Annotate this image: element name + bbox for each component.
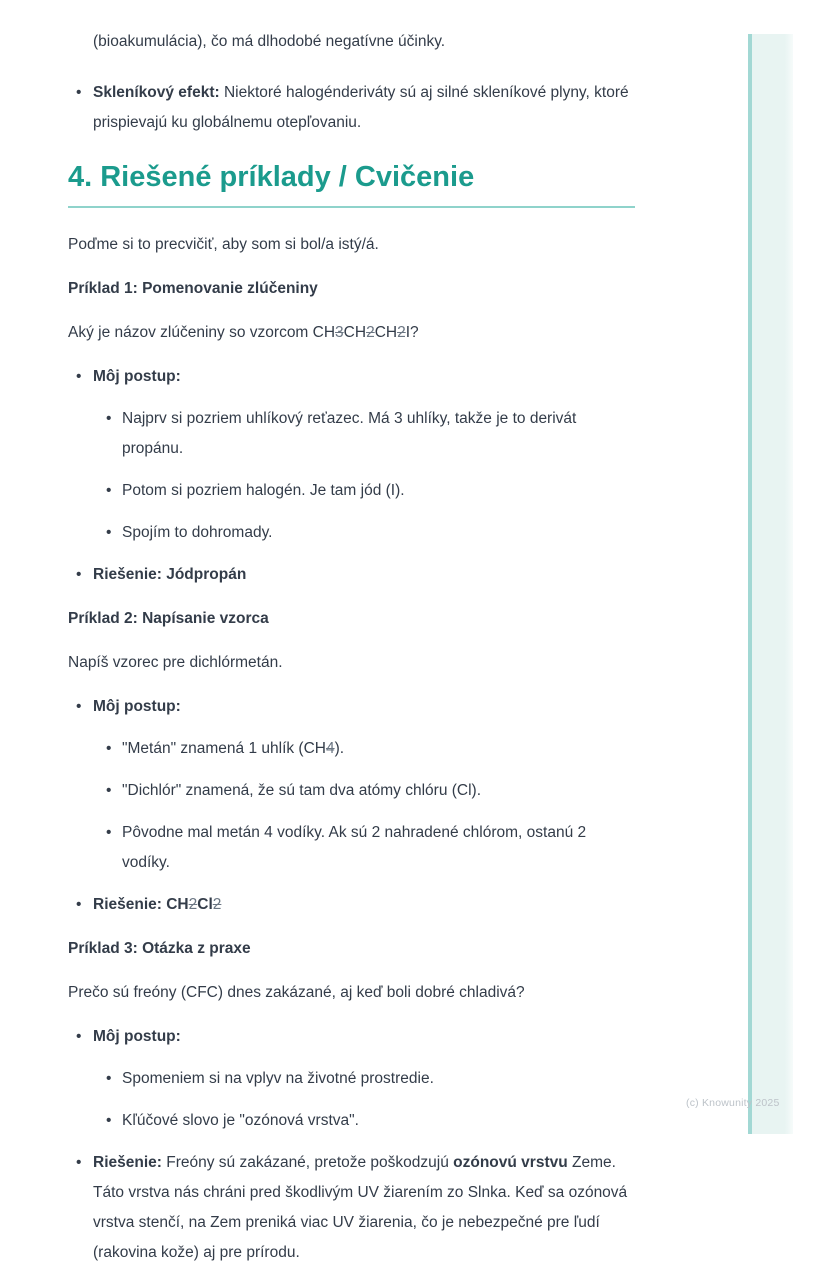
example1-solution: • Riešenie: Jódpropán	[93, 560, 635, 590]
example2-substep: • "Metán" znamená 1 uhlík (CH4).	[122, 734, 635, 764]
example2-title: Príklad 2: Napísanie vzorca	[68, 610, 269, 627]
page-edge-stripe	[748, 34, 793, 1134]
example1-substeps	[93, 404, 635, 548]
section-heading: 4. Riešené príklady / Cvičenie	[68, 159, 635, 208]
bullet-item-greenhouse: • Skleníkový efekt: Niektoré halogénderiváty sú aj silné skleníkové plyny, ktoré prispievajú ku globálnemu otepľovaniu.	[93, 78, 635, 138]
content-column	[68, 27, 635, 1280]
copyright-text: (c) Knowunity 2025	[686, 1097, 780, 1109]
example1-question: Aký je názov zlúčeniny so vzorcom CH3CH2CH2I?	[68, 324, 419, 341]
example2-question: Napíš vzorec pre dichlórmetán.	[68, 654, 283, 671]
example1-title: Príklad 1: Pomenovanie zlúčeniny	[68, 280, 318, 297]
example1-substep: • Potom si pozriem halogén. Je tam jód (I).	[122, 476, 635, 506]
example3-postup-label: Môj postup:	[93, 1028, 181, 1045]
example3-solution: • Riešenie: Freóny sú zakázané, pretože poškodzujú ozónovú vrstvu Zeme. Táto vrstva nás chráni pred škodlivým UV žiarením zo Slnka. Keď sa ozónová vrstva stenčí, na Zem preniká viac UV žiarenia, čo je nebezpečné pre ľudí (rakovina kože) aj pre prírodu.	[93, 1148, 635, 1268]
example1-postup-item	[93, 362, 635, 548]
example1-postup-label: Môj postup:	[93, 368, 181, 385]
example3-substep: • Spomeniem si na vplyv na životné prostredie.	[122, 1064, 635, 1094]
example2-postup-label: Môj postup:	[93, 698, 181, 715]
example3-substeps	[93, 1064, 635, 1136]
example3-substep: • Kľúčové slovo je "ozónová vrstva".	[122, 1106, 635, 1136]
greenhouse-list	[68, 78, 635, 138]
lead-paragraph: Poďme si to precvičiť, aby som si bol/a istý/á.	[68, 236, 379, 253]
example3-title: Príklad 3: Otázka z praxe	[68, 940, 251, 957]
example3-postup-item	[93, 1022, 635, 1136]
example1-substep: • Najprv si pozriem uhlíkový reťazec. Má 3 uhlíky, takže je to derivát propánu.	[122, 404, 635, 464]
example2-list	[68, 692, 635, 920]
example2-solution: • Riešenie: CH2Cl2	[93, 890, 635, 920]
example1-substep: • Spojím to dohromady.	[122, 518, 635, 548]
example2-substep: • Pôvodne mal metán 4 vodíky. Ak sú 2 nahradené chlórom, ostanú 2 vodíky.	[122, 818, 635, 878]
example2-postup-item	[93, 692, 635, 878]
continuation-text: (bioakumulácia), čo má dlhodobé negatívne účinky.	[93, 33, 446, 50]
example3-question: Prečo sú freóny (CFC) dnes zakázané, aj keď boli dobré chladivá?	[68, 984, 525, 1001]
example3-list	[68, 1022, 635, 1268]
example2-substep: • "Dichlór" znamená, že sú tam dva atómy chlóru (Cl).	[122, 776, 635, 806]
example2-substeps	[93, 734, 635, 878]
example1-list	[68, 362, 635, 590]
